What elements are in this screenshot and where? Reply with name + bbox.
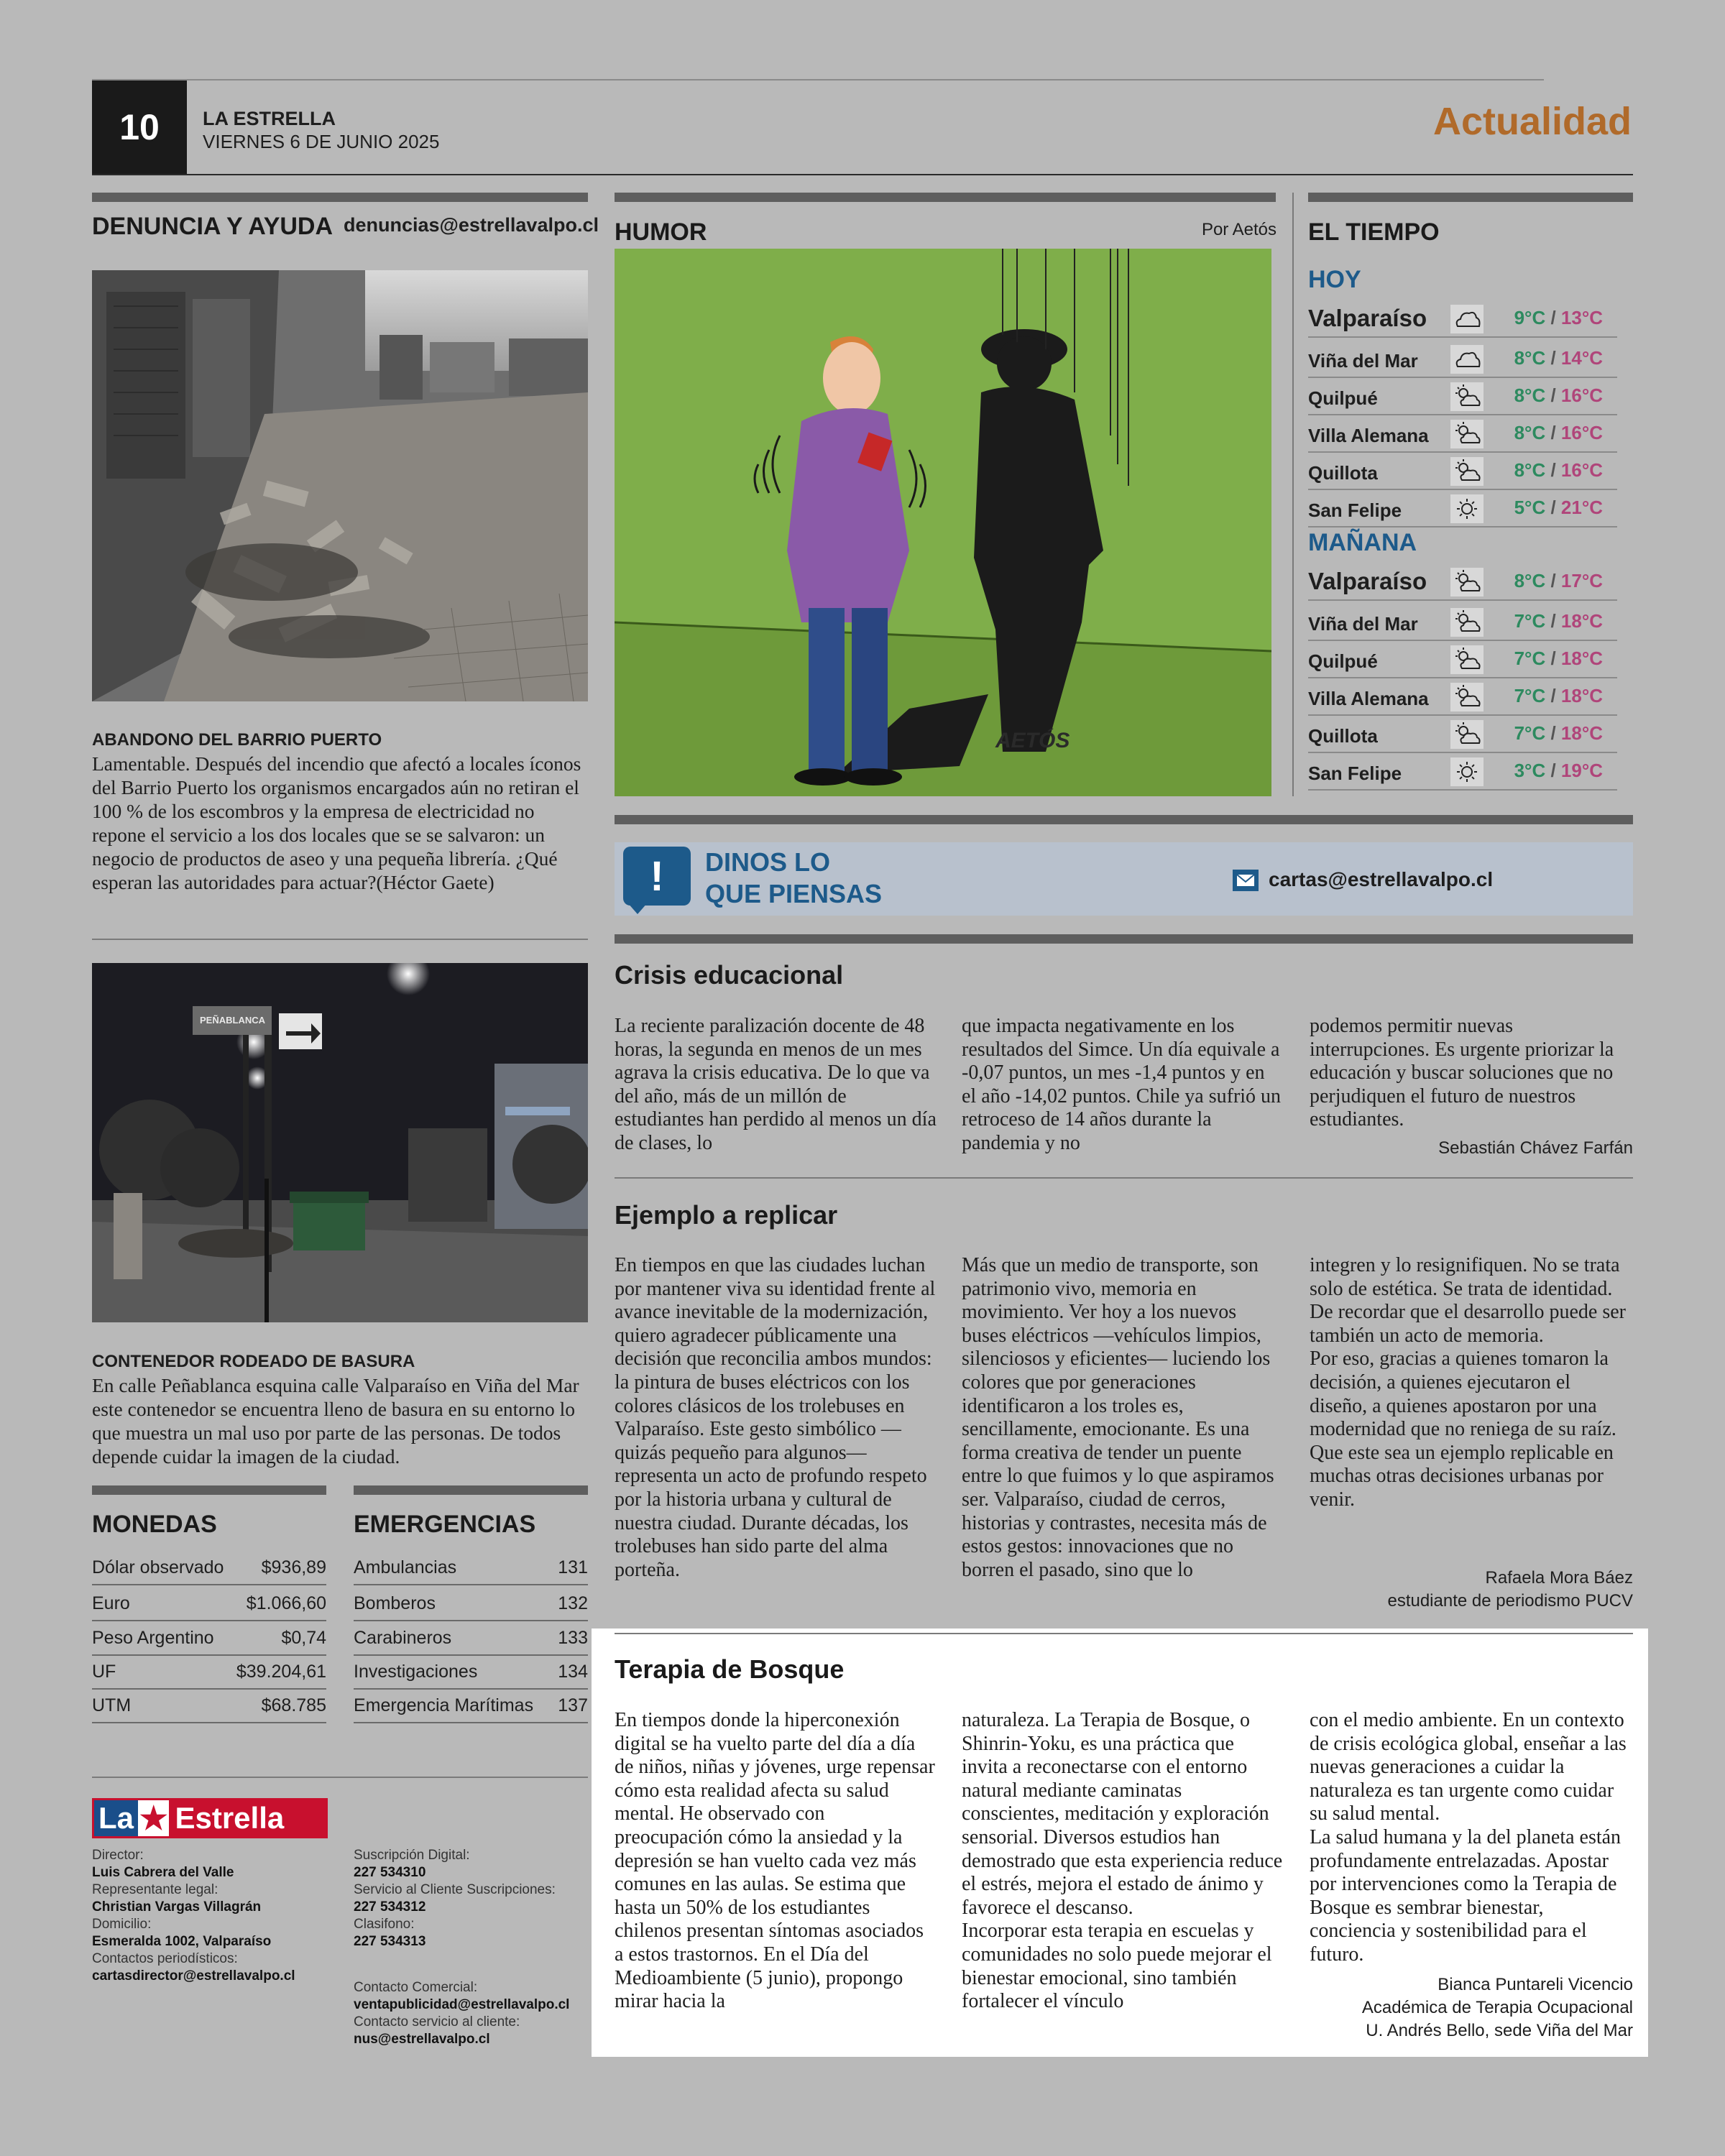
item1-text: Lamentable. Después del incendio que afectó a locales íconos del Barrio Puerto los organismos encargados aún no retiran el 100 % de los escombros y la empresa de electricidad no repone el servicio a los dos locales que se se salvaron: un negocio de productos de aseo y una pequeña librería. ¿Qué esperan las autoridades para actuar?(Héctor Gaete)	[92, 752, 581, 893]
temp-low: 8°C	[1514, 459, 1546, 481]
dinos-bar	[615, 815, 1633, 824]
emergencias-value: 133	[558, 1628, 588, 1648]
weather-row	[1308, 642, 1617, 678]
masthead-value: Christian Vargas Villagrán	[92, 1899, 262, 1915]
weather-today-label: HOY	[1308, 266, 1361, 293]
partly-cloudy-icon	[1450, 683, 1484, 711]
weather-city: Valparaíso	[1308, 568, 1427, 594]
weather-row	[1308, 680, 1617, 716]
temp-high: 18°C	[1560, 722, 1603, 744]
masthead-label: Representante legal:	[92, 1882, 218, 1897]
masthead-value[interactable]: cartasdirector@estrellavalpo.cl	[92, 1968, 295, 1984]
weather-temp: 5°C / 21°C	[1514, 497, 1603, 518]
weather-temp: 8°C / 16°C	[1514, 384, 1603, 406]
top-rule	[92, 79, 1544, 80]
emergencias-label: Ambulancias	[354, 1557, 457, 1577]
weather-row	[1308, 417, 1617, 453]
temp-low: 8°C	[1514, 347, 1546, 369]
masthead-label: Contacto servicio al cliente:	[354, 2014, 520, 2030]
partly-cloudy-icon	[1450, 608, 1484, 637]
partly-cloudy-icon	[1450, 382, 1484, 411]
monedas-label: Peso Argentino	[92, 1628, 214, 1648]
letter1-title: Crisis educacional	[615, 960, 844, 990]
denuncia-bar	[92, 193, 588, 202]
speech-tail	[627, 903, 648, 914]
partly-cloudy-icon	[1450, 645, 1484, 674]
masthead-value[interactable]: nus@estrellavalpo.cl	[354, 2032, 490, 2047]
monedas-row	[92, 1690, 326, 1723]
emergencias-row	[354, 1623, 588, 1656]
denuncia-title: DENUNCIA Y AYUDA	[92, 213, 334, 240]
letter-divider	[615, 1177, 1633, 1179]
weather-city: Quilpué	[1308, 650, 1378, 672]
humor-cartoon	[615, 249, 1271, 796]
monedas-label: UTM	[92, 1695, 132, 1715]
logo-right: Estrella	[169, 1800, 326, 1836]
weather-tomorrow-label: MAÑANA	[1308, 529, 1417, 556]
partly-cloudy-icon	[1450, 568, 1484, 596]
weather-temp: 9°C / 13°C	[1514, 307, 1603, 328]
emergencias-label: Emergencia Marítimas	[354, 1695, 534, 1715]
letter1-col2: que impacta negativamente en los resultados del Simce. Un día equivale a -0,07 puntos, un mes -1,4 puntos y en el año -14,02 puntos. Chile ya sufrió un retroceso de 14 años durante la pandemia y no	[962, 1015, 1282, 1154]
weather-city: Quillota	[1308, 462, 1378, 484]
cloud-icon	[1450, 345, 1484, 374]
masthead-label: Domicilio:	[92, 1917, 152, 1932]
publication-date: VIERNES 6 DE JUNIO 2025	[203, 131, 440, 152]
weather-bar	[1308, 193, 1633, 202]
weather-row	[1308, 755, 1617, 791]
dinos-email[interactable]: cartas@estrellavalpo.cl	[1269, 868, 1494, 890]
emergencias-value: 137	[558, 1695, 588, 1715]
weather-row	[1308, 379, 1617, 415]
temp-low: 7°C	[1514, 685, 1546, 706]
temp-high: 17°C	[1560, 570, 1603, 591]
letters-bar	[615, 934, 1633, 944]
temp-low: 8°C	[1514, 422, 1546, 443]
emergencias-label: Bomberos	[354, 1593, 436, 1613]
weather-city: San Felipe	[1308, 499, 1402, 521]
page-number: 10	[92, 80, 187, 174]
masthead-left	[92, 1847, 329, 1985]
weather-city: Quillota	[1308, 725, 1378, 747]
letter1-col3: podemos permitir nuevas interrupciones. Es urgente priorizar la educación y buscar soluciones que no perjudiquen el futuro de nuestros estudiantes.	[1310, 1015, 1614, 1131]
humor-credit: Por Aetós	[1201, 220, 1276, 239]
masthead-contact	[354, 1979, 591, 2048]
monedas-label: UF	[92, 1662, 116, 1682]
photo-barrio-puerto	[92, 270, 588, 701]
weather-city: Viña del Mar	[1308, 613, 1418, 635]
dinos-line2: QUE PIENSAS	[705, 879, 883, 908]
emergencias-value: 134	[558, 1662, 588, 1682]
denuncia-divider	[92, 939, 588, 940]
masthead-label: Suscripción Digital:	[354, 1848, 470, 1863]
partly-cloudy-icon	[1450, 720, 1484, 749]
masthead-value: Esmeralda 1002, Valparaíso	[92, 1934, 272, 1949]
temp-high: 18°C	[1560, 610, 1603, 632]
letter1-col1: La reciente paralización docente de 48 horas, la segunda en menos de un mes agrava la crisis educativa. De lo que va del año, más de un millón de estudiantes han perdido al menos un día de clases, lo	[615, 1015, 937, 1154]
masthead-label: Contacto Comercial:	[354, 1980, 478, 1995]
weather-temp: 3°C / 19°C	[1514, 760, 1603, 781]
header-rule	[92, 174, 1633, 175]
weather-row	[1308, 717, 1617, 753]
weather-city: Viña del Mar	[1308, 350, 1418, 372]
signature-line: estudiante de periodismo PUCV	[1387, 1591, 1633, 1611]
temp-high: 16°C	[1560, 459, 1603, 481]
temp-high: 18°C	[1560, 648, 1603, 669]
weather-temp: 7°C / 18°C	[1514, 648, 1603, 669]
exclamation-icon: !	[623, 847, 691, 906]
letter-divider	[615, 1633, 1633, 1634]
monedas-title: MONEDAS	[92, 1511, 217, 1538]
signature-line: Académica de Terapia Ocupacional	[1361, 1998, 1633, 2017]
signature-line: U. Andrés Bello, sede Viña del Mar	[1366, 2021, 1633, 2040]
dinos-banner	[615, 842, 1633, 916]
masthead-value: 227 534310	[354, 1865, 426, 1880]
humor-title: HUMOR	[615, 218, 707, 246]
emergencias-row	[354, 1588, 588, 1621]
humor-bar	[615, 193, 1276, 202]
weather-temp: 7°C / 18°C	[1514, 722, 1603, 744]
monedas-value: $68.785	[261, 1695, 326, 1715]
temp-high: 16°C	[1560, 422, 1603, 443]
masthead-right	[354, 1847, 591, 1950]
letter3-col3: con el medio ambiente. En un contexto de crisis ecológica global, enseñar a las nuevas generaciones a cuidar la naturaleza es tan urgente como cuidar su salud mental. La salud humana y la del planeta están profundamente entrelazadas. Apostar por intervenciones como la Terapia de Bosque es sembrar bienestar, conciencia y sostenibilidad para el futuro.	[1310, 1709, 1627, 1966]
weather-temp: 7°C / 18°C	[1514, 685, 1603, 706]
signature-line: Bianca Puntareli Vicencio	[1438, 1975, 1633, 1994]
weather-temp: 7°C / 18°C	[1514, 610, 1603, 632]
letter3-title: Terapia de Bosque	[615, 1654, 845, 1684]
letter2-col2: Más que un medio de transporte, son patrimonio vivo, memoria en movimiento. Ver hoy a los nuevos buses eléctricos —vehículos limpios, silenciosos y eficientes— luciendo los colores que por generaciones identificaron a los troles es, sencillamente, emocionante. Es una forma creativa de tender un puente entre lo que fuimos y lo que aspiramos ser. Valparaíso, ciudad de cerros, historias y contrastes, necesita más de estos gestos: innovaciones que no borren el pasado, sino que lo	[962, 1254, 1274, 1581]
temp-low: 7°C	[1514, 648, 1546, 669]
monedas-label: Dólar observado	[92, 1557, 224, 1577]
temp-low: 5°C	[1514, 497, 1546, 518]
weather-title: EL TIEMPO	[1308, 218, 1440, 246]
monedas-value: $1.066,60	[246, 1593, 326, 1613]
estrella-logo	[92, 1798, 328, 1838]
emergencias-row	[354, 1690, 588, 1723]
item2-text: En calle Peñablanca esquina calle Valparaíso en Viña del Mar este contenedor se encuentra lleno de basura en su entorno lo que muestra un mal uso por parte de las personas. De todos depende cuidar la imagen de la ciudad.	[92, 1374, 579, 1468]
emergencias-row	[354, 1552, 588, 1585]
letter1-signature	[1438, 1137, 1633, 1160]
weather-row	[1308, 561, 1617, 601]
item1-title: ABANDONO DEL BARRIO PUERTO	[92, 730, 382, 750]
partly-cloudy-icon	[1450, 457, 1484, 486]
dinos-title	[705, 847, 882, 910]
photo-contenedor	[92, 963, 588, 1322]
monedas-label: Euro	[92, 1593, 130, 1613]
weather-row	[1308, 492, 1617, 528]
dinos-line1: DINOS LO	[705, 847, 831, 877]
masthead-value[interactable]: ventapublicidad@estrellavalpo.cl	[354, 1997, 570, 2012]
temp-high: 18°C	[1560, 685, 1603, 706]
monedas-value: $936,89	[261, 1557, 326, 1577]
letter3-col1: En tiempos donde la hiperconexión digital se ha vuelto parte del día a día de niños, niñas y jóvenes, urge repensar cómo esta realidad afecta su salud mental. He observado con preocupación cómo la ansiedad y la depresión se han vuelto cada vez más comunes en las aulas. Se estima que hasta un 50% de los estudiantes chilenos presentan síntomas asociados a estos trastornos. En el Día del Medioambiente (5 junio), propongo mirar hacia la	[615, 1709, 935, 2013]
temp-high: 21°C	[1560, 497, 1603, 518]
sun-icon	[1450, 757, 1484, 786]
cloud-icon	[1450, 305, 1484, 333]
letter2-col1: En tiempos en que las ciudades luchan por mantener viva su identidad frente al avance inevitable de la modernización, quiero agradecer públicamente una decisión que reconcilia ambos mundos: la pintura de buses eléctricos con los colores clásicos de los trolebuses en Valparaíso. Este gesto simbólico —quizás pequeño para algunos— representa un acto de profundo respeto por la historia urbana y cultural de nuestra ciudad. Durante décadas, los trolebuses han sido parte del alma porteña.	[615, 1254, 936, 1581]
weather-city: Valparaíso	[1308, 305, 1427, 331]
masthead-value: 227 534313	[354, 1934, 426, 1949]
weather-temp: 8°C / 14°C	[1514, 347, 1603, 369]
weather-temp: 8°C / 17°C	[1514, 570, 1603, 591]
weather-city: San Felipe	[1308, 763, 1402, 784]
star-icon: ★	[139, 1800, 168, 1836]
denuncia-email[interactable]: denuncias@estrellavalpo.cl	[344, 214, 599, 236]
masthead-value: Luis Cabrera del Valle	[92, 1865, 234, 1880]
emergencias-value: 131	[558, 1557, 588, 1577]
letter2-signature	[1387, 1567, 1633, 1613]
emergencias-bar	[354, 1485, 588, 1495]
weather-row	[1308, 298, 1617, 338]
temp-low: 8°C	[1514, 570, 1546, 591]
section-title: Actualidad	[1432, 100, 1632, 143]
monedas-bar	[92, 1485, 326, 1495]
temp-low: 7°C	[1514, 610, 1546, 632]
temp-low: 9°C	[1514, 307, 1546, 328]
signature-line: Rafaela Mora Báez	[1485, 1568, 1633, 1588]
item2-title: CONTENEDOR RODEADO DE BASURA	[92, 1352, 415, 1371]
masthead-label: Servicio al Cliente Suscripciones:	[354, 1882, 556, 1897]
masthead-value: 227 534312	[354, 1899, 426, 1915]
cartoon-signature: AETÓS	[995, 729, 1070, 752]
temp-high: 14°C	[1560, 347, 1603, 369]
emergencias-row	[354, 1657, 588, 1690]
monedas-row	[92, 1588, 326, 1621]
sun-icon	[1450, 494, 1484, 523]
weather-row	[1308, 605, 1617, 641]
street-sign-text: PEÑABLANCA	[200, 1015, 265, 1026]
temp-low: 3°C	[1514, 760, 1546, 781]
logo-left: La	[94, 1800, 138, 1836]
emergencias-title: EMERGENCIAS	[354, 1511, 536, 1538]
weather-city: Villa Alemana	[1308, 425, 1429, 446]
weather-divider	[1292, 193, 1294, 796]
signature-line: Sebastián Chávez Farfán	[1438, 1138, 1633, 1158]
weather-temp: 8°C / 16°C	[1514, 459, 1603, 481]
monedas-row	[92, 1552, 326, 1585]
mail-icon	[1233, 870, 1259, 891]
masthead-rule	[92, 1777, 588, 1778]
monedas-row	[92, 1623, 326, 1656]
publication-name: LA ESTRELLA	[203, 108, 336, 129]
masthead-label: Contactos periodísticos:	[92, 1951, 238, 1966]
temp-high: 13°C	[1560, 307, 1603, 328]
weather-row	[1308, 342, 1617, 378]
partly-cloudy-icon	[1450, 420, 1484, 448]
weather-city: Quilpué	[1308, 387, 1378, 409]
temp-high: 16°C	[1560, 384, 1603, 406]
temp-low: 8°C	[1514, 384, 1546, 406]
emergencias-label: Investigaciones	[354, 1662, 478, 1682]
weather-temp: 8°C / 16°C	[1514, 422, 1603, 443]
masthead-label: Director:	[92, 1848, 144, 1863]
masthead-label: Clasifono:	[354, 1917, 415, 1932]
monedas-value: $0,74	[281, 1628, 326, 1648]
temp-low: 7°C	[1514, 722, 1546, 744]
temp-high: 19°C	[1560, 760, 1603, 781]
letter2-col3: integren y lo resignifiquen. No se trata solo de estética. Se trata de identidad. De recordar que el desarrollo puede ser también un acto de memoria. Por eso, gracias a quienes tomaron la decisión, a quienes ejecutaron el diseño, a quienes apostaron por una modernidad que no reniega de su raíz. Que este sea un ejemplo replicable en muchas otras decisiones urbanas por venir.	[1310, 1254, 1627, 1511]
monedas-row	[92, 1657, 326, 1690]
letter2-title: Ejemplo a replicar	[615, 1200, 838, 1230]
weather-row	[1308, 454, 1617, 490]
emergencias-label: Carabineros	[354, 1628, 452, 1648]
weather-city: Villa Alemana	[1308, 688, 1429, 709]
monedas-value: $39.204,61	[236, 1662, 326, 1682]
letter3-signature	[1362, 1973, 1633, 2042]
emergencias-value: 132	[558, 1593, 588, 1613]
letter3-col2: naturaleza. La Terapia de Bosque, o Shinrin-Yoku, es una práctica que invita a reconectarse con el entorno natural mediante caminatas conscientes, meditación y exploración sensorial. Diversos estudios han demostrado que esta experiencia reduce el estrés, mejora el estado de ánimo y favorece el descanso. Incorporar esta terapia en escuelas y comunidades no solo puede mejorar el bienestar emocional, sino también fortalecer el vínculo	[962, 1709, 1283, 2013]
